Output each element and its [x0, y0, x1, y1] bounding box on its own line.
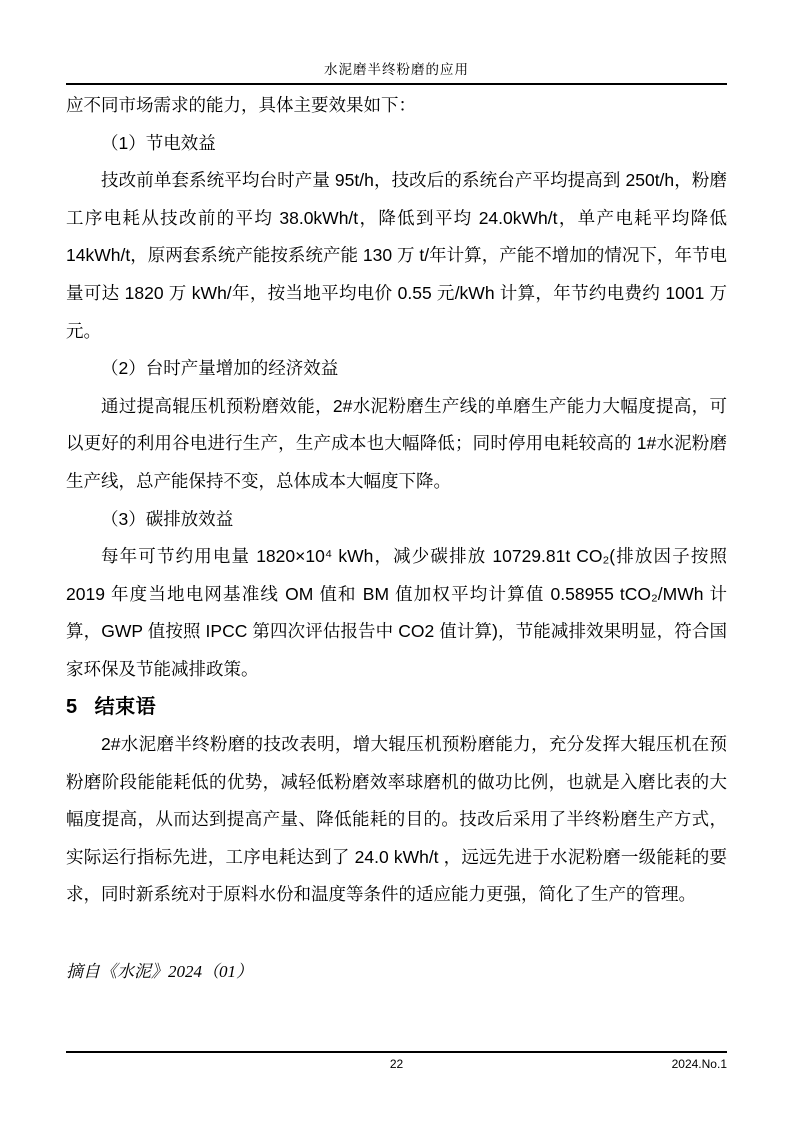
- subheading-1: （1）节电效益: [101, 132, 216, 153]
- page-number: 22: [389, 1057, 404, 1071]
- chapter-heading: [66, 689, 727, 727]
- paragraph-carbon-benefit: 每年可节约用电量 1820×10⁴ kWh，减少碳排放 10729.81t CO₂(排放因子按照 2019 年度当地电网基准线 OM 值和 BM 值加权平均计算值 0.58955 tCO₂/MWh 计算，GWP 值按照 IPCC 第四次评估报告中 CO2 值计算)，节能减排效果明显，符合国家环保及节能减排政策。: [66, 546, 727, 679]
- paragraph-continuation: 应不同市场需求的能力，具体主要效果如下：: [66, 95, 416, 115]
- paragraph-power-saving: 技改前单套系统平均台时产量 95t/h，技改后的系统台产平均提高到 250t/h，粉磨工序电耗从技改前的平均 38.0kWh/t，降低到平均 24.0kWh/t，单产电耗平均降低 14kWh/t，原两套系统产能按系统产能 130 万 t/年计算，产能不增加的情况下，年节电量可达 1820 万 kWh/年，按当地平均电价 0.55 元/kWh 计算，年节约电费约 1001 万元。: [66, 170, 727, 341]
- subheading-3: （3）碳排放效益: [101, 508, 234, 529]
- paragraph-conclusion: 2#水泥磨半终粉磨的技改表明，增大辊压机预粉磨能力，充分发挥大辊压机在预粉磨阶段能能耗低的优势，减轻低粉磨效率球磨机的做功比例，也就是入磨比表的大幅度提高，从而达到提高产量、降低能耗的目的。技改后采用了半终粉磨生产方式，实际运行指标先进，工序电耗达到了 24.0 kWh/t ，远远先进于水泥粉磨一级能耗的要求，同时新系统对于原料水份和温度等条件的适应能力更强，简化了生产的管理。: [66, 734, 727, 905]
- running-head-title: 水泥磨半终粉磨的应用: [324, 62, 469, 77]
- document-body: [66, 87, 727, 914]
- header-divider: [66, 83, 727, 85]
- paragraph-economic-benefit: 通过提高辊压机预粉磨效能，2#水泥粉磨生产线的单磨生产能力大幅度提高，可以更好的利用谷电进行生产，生产成本也大幅降低；同时停用电耗较高的 1#水泥粉磨生产线，总产能保持不变，总体成本大幅度下降。: [66, 395, 727, 491]
- issue-label: 2024.No.1: [671, 1057, 727, 1071]
- chapter-title: 结束语: [94, 695, 157, 718]
- chapter-number: 5: [66, 695, 78, 718]
- footer-divider: [66, 1051, 727, 1053]
- subheading-2: （2）台时产量增加的经济效益: [101, 358, 339, 379]
- source-citation: 摘自《水泥》2024（01）: [66, 962, 253, 981]
